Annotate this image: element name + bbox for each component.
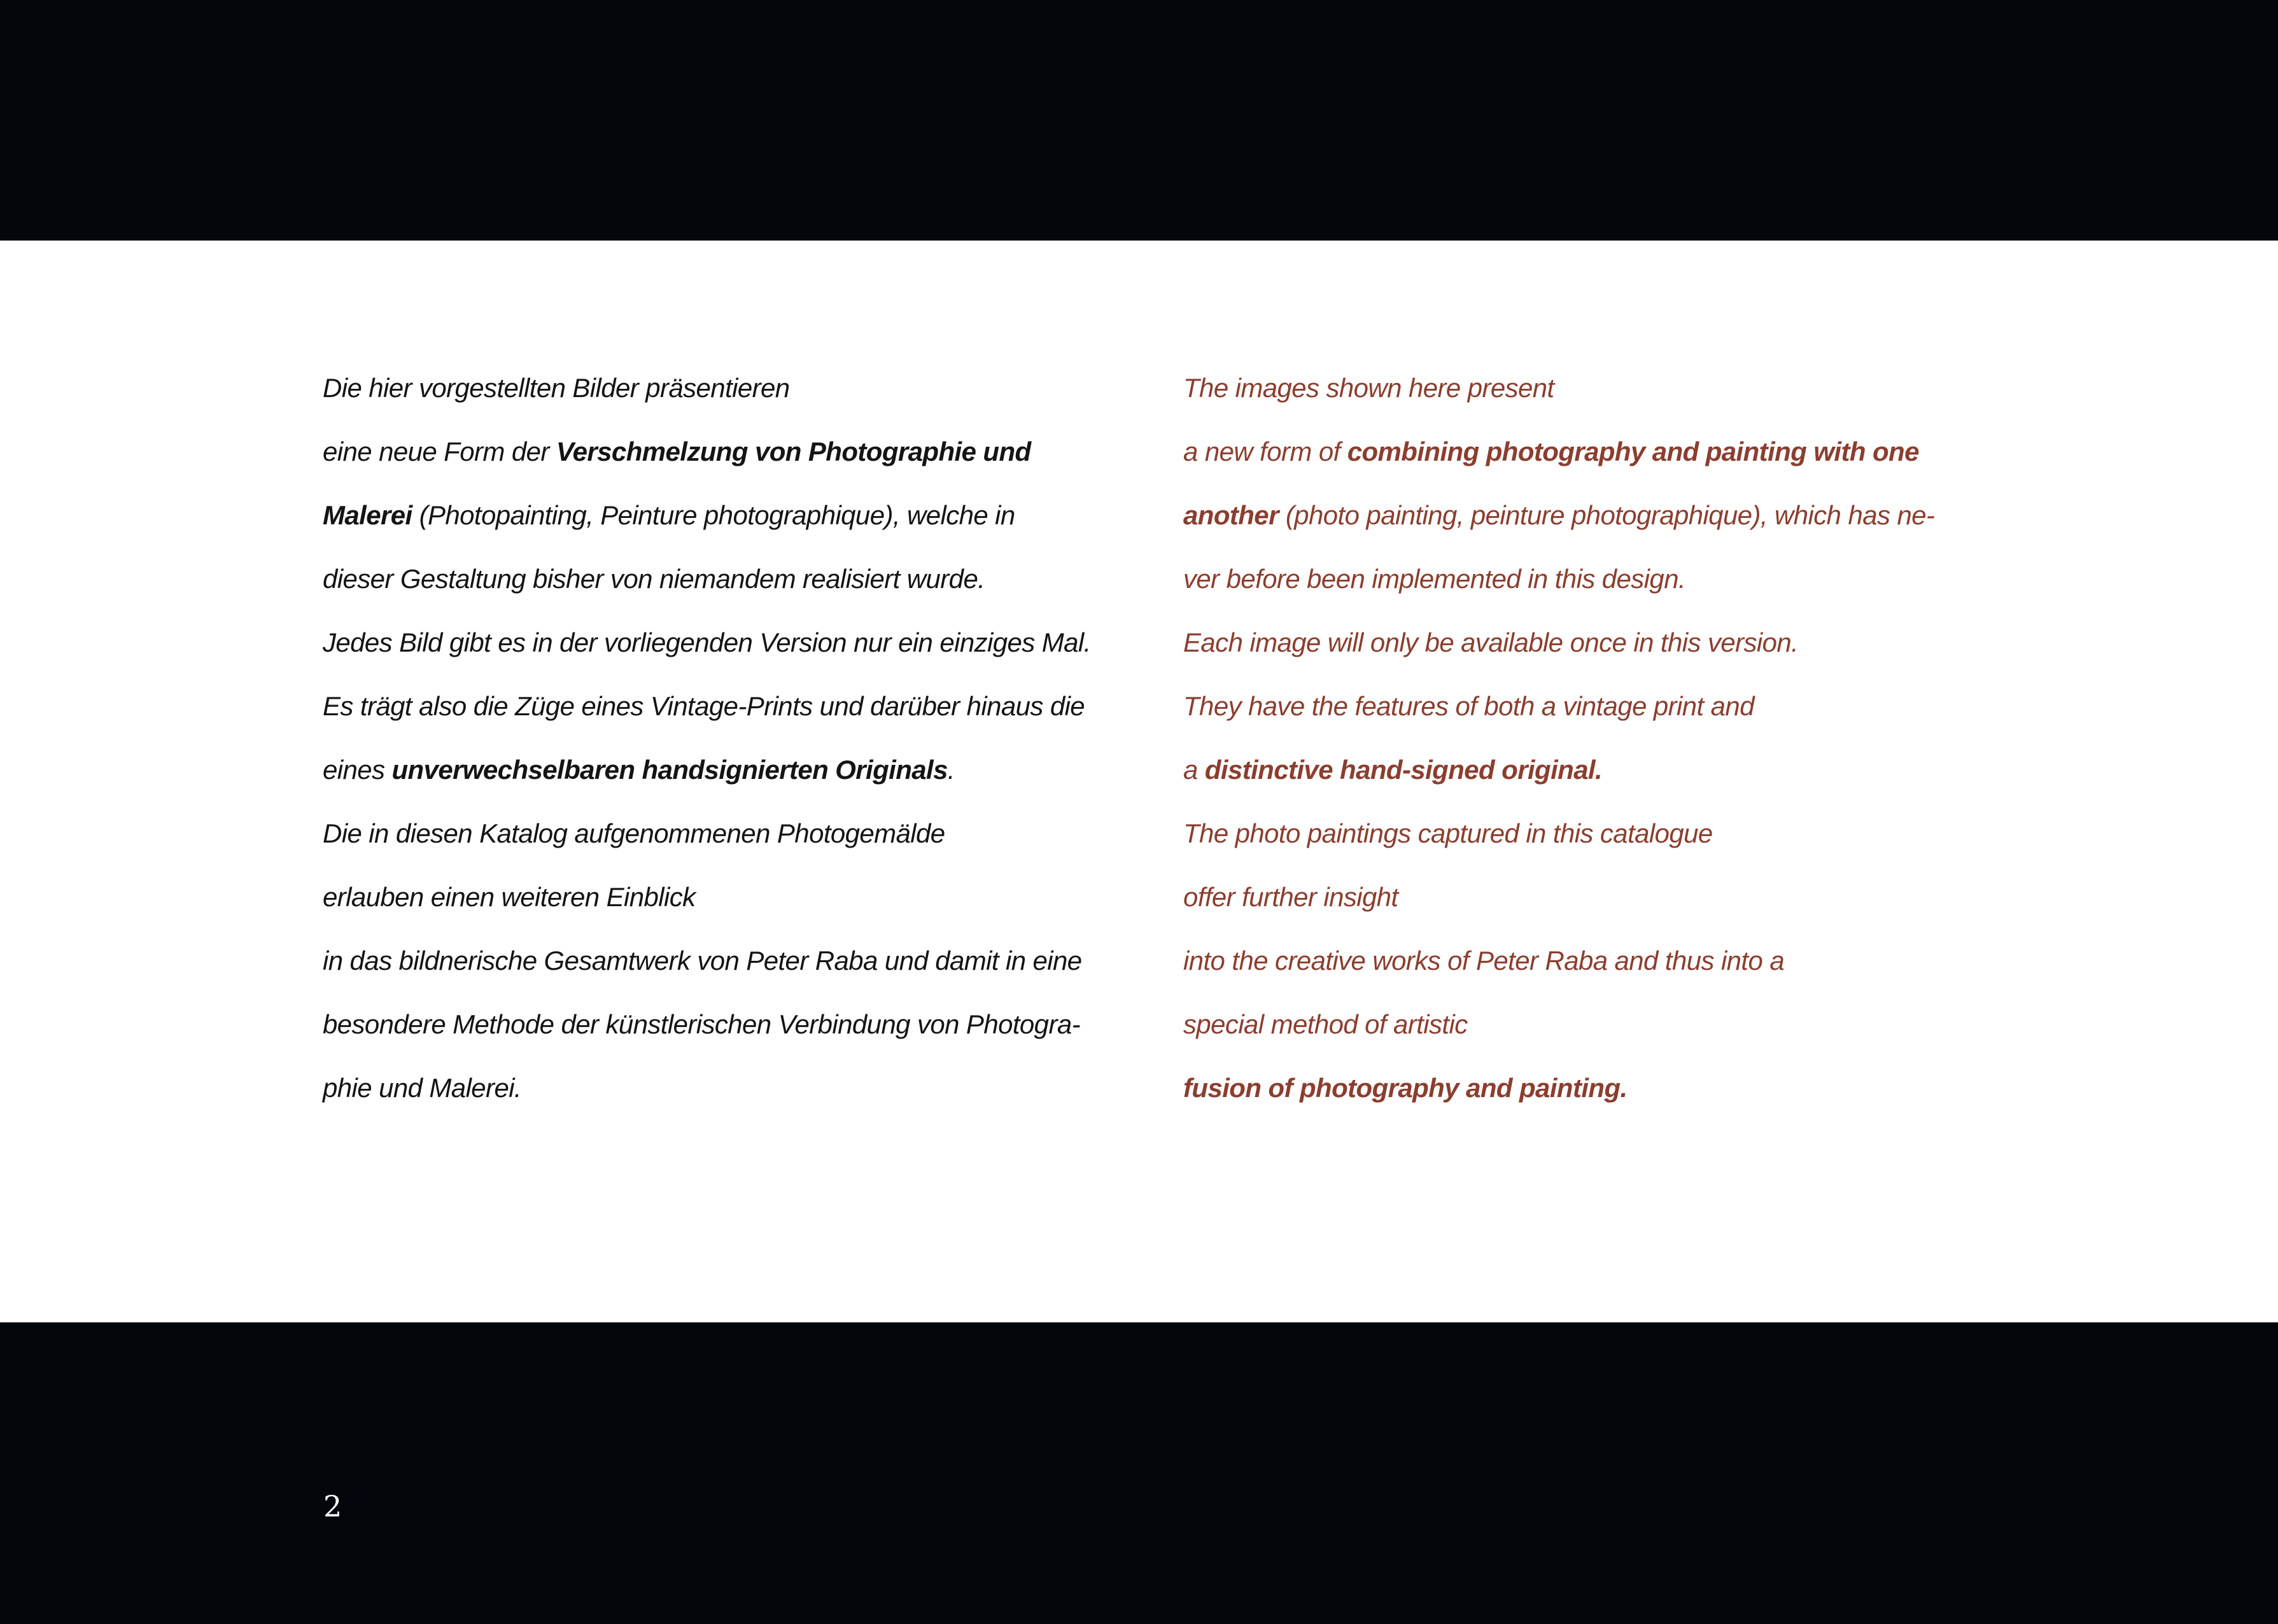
german-line-2-text: eine neue Form der <box>323 437 556 466</box>
german-line-12 <box>323 1047 1118 1110</box>
german-line-4-text: dieser Gestaltung bisher von niemandem realisiert wurde. <box>323 564 985 594</box>
german-text-column <box>323 347 1118 1110</box>
english-text-column <box>1183 347 2023 1110</box>
german-line-5 <box>323 601 1118 665</box>
german-line-10-text: in das bildnerische Gesamtwerk von Peter Raba und damit in eine <box>323 946 1082 976</box>
german-line-3-emphasis: Malerei <box>323 500 412 530</box>
english-line-11-text: special method of artistic <box>1183 1009 1468 1039</box>
english-line-5-text: Each image will only be available once in this version. <box>1183 627 1799 657</box>
bottom-black-band <box>0 1322 2278 1624</box>
english-line-7 <box>1183 729 2023 792</box>
german-line-1 <box>323 347 1118 410</box>
english-line-7-text: a <box>1183 755 1205 785</box>
german-line-6-text: Es trägt also die Züge eines Vintage-Prints und darüber hinaus die <box>323 691 1085 721</box>
english-line-3-emphasis: another <box>1183 500 1279 530</box>
german-line-7-emphasis: unverwechselbaren handsignierten Originals <box>391 755 948 785</box>
english-line-8-text: The photo paintings captured in this catalogue <box>1183 818 1713 848</box>
german-line-2-emphasis: Verschmelzung von Photographie und <box>556 437 1031 466</box>
english-line-2 <box>1183 410 2023 474</box>
english-line-2-text: a new form of <box>1183 437 1347 466</box>
english-line-3 <box>1183 474 2023 538</box>
english-line-4 <box>1183 538 2023 601</box>
english-line-8 <box>1183 792 2023 856</box>
german-line-1-text: Die hier vorgestellten Bilder präsentieren <box>323 373 790 403</box>
page-number: 2 <box>323 1489 342 1523</box>
german-line-3-text: (Photopainting, Peinture photographique), welche in <box>412 500 1015 530</box>
english-line-11 <box>1183 983 2023 1047</box>
german-line-8-text: Die in diesen Katalog aufgenommenen Photogemälde <box>323 818 945 848</box>
german-line-7-period: . <box>947 755 955 785</box>
english-line-1 <box>1183 347 2023 410</box>
german-line-6 <box>323 665 1118 729</box>
english-line-7-emphasis: distinctive hand-signed original. <box>1204 755 1603 785</box>
english-line-6 <box>1183 665 2023 729</box>
english-line-6-text: They have the features of both a vintage print and <box>1183 691 1754 721</box>
german-line-2 <box>323 410 1118 474</box>
english-line-10-text: into the creative works of Peter Raba and thus into a <box>1183 946 1785 976</box>
german-line-5-text: Jedes Bild gibt es in der vorliegenden Version nur ein einziges Mal. <box>323 627 1091 657</box>
german-line-3 <box>323 474 1118 538</box>
english-line-9 <box>1183 856 2023 920</box>
english-line-4-text: ver before been implemented in this design. <box>1183 564 1686 594</box>
german-line-10 <box>323 920 1118 983</box>
german-line-12-text: phie und Malerei. <box>323 1073 521 1103</box>
german-line-11 <box>323 983 1118 1047</box>
german-line-8 <box>323 792 1118 856</box>
english-line-5 <box>1183 601 2023 665</box>
english-line-3-text: (photo painting, peinture photographique), which has ne- <box>1278 500 1935 530</box>
english-line-12 <box>1183 1047 2023 1110</box>
english-line-10 <box>1183 920 2023 983</box>
german-line-11-text: besondere Methode der künstlerischen Verbindung von Photogra- <box>323 1009 1080 1039</box>
german-line-7-text: eines <box>323 755 392 785</box>
english-line-9-text: offer further insight <box>1183 882 1398 912</box>
english-line-12-emphasis: fusion of photography and painting. <box>1183 1073 1628 1103</box>
english-line-2-emphasis: combining photography and painting with one <box>1347 437 1919 466</box>
english-line-1-text: The images shown here present <box>1183 373 1554 403</box>
top-black-band <box>0 0 2278 241</box>
german-line-9 <box>323 856 1118 920</box>
german-line-9-text: erlauben einen weiteren Einblick <box>323 882 696 912</box>
german-line-4 <box>323 538 1118 601</box>
german-line-7 <box>323 729 1118 792</box>
